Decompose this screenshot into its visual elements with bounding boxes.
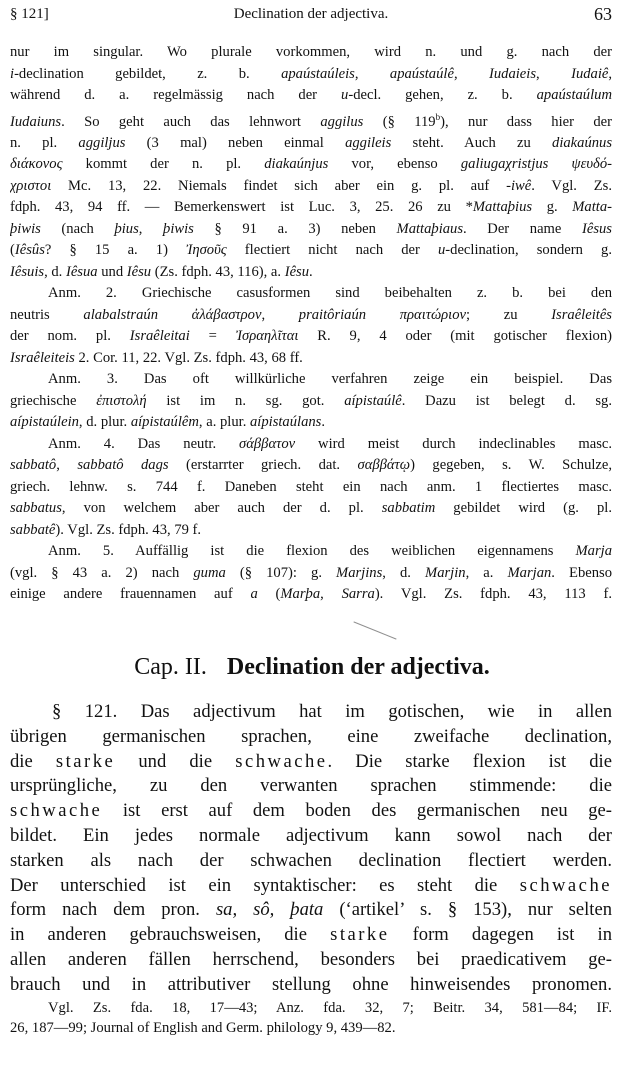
text-run: form dagegen ist in [389, 924, 612, 946]
text-run: , [453, 65, 489, 82]
text-line [10, 998, 612, 1018]
text-run: brauch und in attributiver stellung ohne hinweisendes pronomen. [10, 973, 612, 995]
text-run: übrigen germanischen sprachen, eine zweifache declination, [10, 725, 612, 747]
spaced-text: schwache [10, 800, 103, 822]
italic-text: guma [193, 564, 226, 581]
text-run: flectiert nicht nach der [226, 242, 438, 259]
text-run: die [10, 750, 56, 772]
text-run: 2. Cor. 11, 22. Vgl. Zs. fdph. 43, 68 ff. [74, 349, 303, 366]
text-line [10, 262, 612, 284]
italic-text: Israêleiteis [10, 349, 75, 366]
text-run: n. pl. [10, 134, 79, 151]
text-run: ( [257, 586, 281, 603]
text-run: steht. Auch zu [391, 134, 553, 151]
text-run: Anm. 4. Das neutr. [48, 435, 240, 452]
section-reference: § 121] [10, 6, 49, 22]
italic-text: aggilus [320, 113, 364, 130]
text-line [10, 824, 612, 849]
text-line [10, 283, 612, 305]
text-run: der nom. pl. [10, 328, 130, 345]
text-run: , d. [382, 564, 426, 581]
italic-text: i [10, 65, 15, 82]
italic-text: diakaúnus [552, 134, 612, 151]
text-run: . Der name [463, 220, 582, 237]
italic-text: praitôriaún πραιτώριον [298, 306, 467, 323]
text-run: ). Vgl. Zs. fdph. 43, 113 f. [374, 586, 612, 603]
italic-text: Matta- [572, 199, 612, 216]
italic-text: ἐπιστολή [96, 392, 147, 409]
text-run: Anm. 3. Das oft willkürliche verfahren zeige ein beispiel. Das [48, 371, 612, 388]
text-line [10, 107, 612, 133]
text-run: (Zs. fdph. 43, 116), a. [151, 263, 285, 280]
italic-text: Marjan [507, 564, 552, 581]
italic-text: aípistaúlê [344, 392, 402, 409]
text-run: -decl. gehen, z. b. [348, 87, 537, 103]
text-line [10, 412, 612, 434]
text-run: (§ 119 [363, 113, 436, 130]
italic-text: a [250, 586, 258, 603]
text-run: und [97, 263, 127, 280]
italic-text: Israêleitês [551, 306, 612, 323]
italic-text: Iudaiê [571, 65, 609, 82]
text-run: , d. plur. [78, 414, 131, 431]
italic-text: Iudaiuns [10, 113, 62, 130]
text-run: und die [115, 750, 236, 772]
italic-text: σάββατον [239, 435, 296, 452]
text-run: ) gegeben, s. W. Schulze, [410, 457, 612, 474]
italic-text: u [341, 87, 349, 103]
text-run: Anm. 5. Auffällig ist die flexion des weiblichen eigennamens [48, 543, 576, 560]
italic-text: u [437, 242, 446, 259]
italic-text: þius [114, 220, 139, 237]
text-run: Anm. 2. Griechische casusformen sind beibehalten z. b. bei den [48, 285, 612, 302]
text-line [10, 85, 612, 107]
italic-text: aípistaúlein [10, 414, 79, 431]
italic-text: Marjins [336, 564, 383, 581]
italic-text: sabbatê [10, 521, 56, 538]
text-line [10, 498, 612, 520]
text-run: ? § 15 a. 1) [44, 242, 187, 259]
text-run: , [354, 65, 390, 82]
spaced-text: starke [330, 924, 390, 946]
text-run: R. 9, 4 oder (mit gotischer flexion) [298, 328, 612, 345]
italic-text: Marþa [280, 586, 321, 603]
text-run: ). Vgl. Zs. fdph. 43, 79 f. [55, 521, 202, 538]
text-run: (nach [40, 220, 115, 237]
text-line [10, 176, 612, 198]
text-line [10, 700, 612, 725]
italic-text: Iêsu [284, 263, 310, 280]
italic-text: galiugaχristjus ψευδό- [460, 156, 612, 173]
italic-text: sabbatô [10, 457, 57, 474]
text-run: , [536, 65, 572, 82]
italic-text: Iêsus [581, 220, 612, 237]
text-run: Vgl. Zs. fda. 18, 17—43; Anz. fda. 32, 7; Beitr. 34, 581—84; IF. [48, 1000, 612, 1016]
italic-text: Sarra [341, 586, 375, 603]
text-run: = [189, 328, 236, 345]
ornament-stroke [353, 621, 396, 639]
text-run: . So geht auch das lehnwort [61, 113, 321, 130]
text-run: g. [532, 199, 573, 216]
text-run: fdph. 43, 94 ff. — Bemerkenswert ist Luc. 3, 25. 26 zu * [10, 199, 473, 216]
italic-text: apaústaúleis [281, 65, 355, 82]
italic-text: σαββάτῳ [357, 457, 411, 474]
text-line [10, 219, 612, 241]
italic-text: aggileis [345, 134, 392, 151]
spaced-text: schwache [519, 874, 612, 896]
text-run: neutris [10, 306, 84, 323]
page-number: 63 [594, 4, 612, 24]
italic-text: Ἰσραηλῖται [235, 328, 299, 345]
text-run: . Vgl. Zs. [531, 177, 612, 194]
text-run: § 121. Das adjectivum hat im gotischen, wie in allen [52, 701, 612, 722]
italic-text: þiwis [163, 220, 194, 237]
text-run: Der unterschied ist ein syntaktischer: es steht die [10, 874, 520, 896]
text-line [10, 898, 612, 923]
text-line [10, 799, 612, 824]
text-run: § 91 a. 3) neben [193, 220, 397, 237]
italic-text: Mattaþiaus [396, 220, 464, 237]
text-line [10, 455, 612, 477]
italic-text: Iudaieis [489, 65, 537, 82]
text-run: form nach dem pron. [10, 899, 216, 921]
paragraph-121 [10, 700, 612, 998]
italic-text: Marjin [425, 564, 466, 581]
italic-text: sa, sô, þata [215, 899, 324, 921]
text-run: . Dazu ist belegt d. sg. [401, 392, 612, 409]
text-line [10, 434, 612, 456]
text-run: ), nur dass hier der [440, 113, 612, 130]
text-run: griech. lehnw. s. 744 f. Daneben steht ein nach anm. 1 flectiertes masc. [10, 478, 612, 495]
text-line [10, 973, 612, 998]
text-run: vor, ebenso [328, 156, 461, 173]
text-line [10, 874, 612, 899]
text-line [10, 774, 612, 799]
text-line [10, 369, 612, 391]
text-run: kommt der n. pl. [62, 156, 265, 173]
italic-text: aggiljus [78, 134, 126, 151]
text-run: , von welchem aber auch der d. pl. [61, 500, 382, 517]
italic-text: þiwis [10, 220, 41, 237]
references [10, 998, 612, 1038]
text-line [10, 477, 612, 499]
text-run: gebildet wird (g. pl. [435, 500, 612, 517]
text-line [10, 305, 612, 327]
text-run: in anderen gebrauchsweisen, die [10, 924, 331, 946]
text-run: ist im n. sg. got. [146, 392, 345, 409]
italic-text: apaústaúlum [536, 87, 612, 103]
text-line [10, 520, 612, 542]
text-line [10, 563, 612, 585]
italic-text: Iêsu [126, 263, 152, 280]
italic-text: Iêsûs [14, 242, 45, 259]
text-run: , a. [465, 564, 508, 581]
text-line [10, 725, 612, 750]
text-run: griechische [10, 392, 97, 409]
text-run: ursprüngliche, zu den verwanten sprachen stimmende: die [10, 775, 612, 797]
text-run: Mc. 13, 22. Niemals findet sich aber ein g. pl. auf [51, 177, 507, 194]
text-line [10, 197, 612, 219]
italic-text: apaústaúlê [389, 65, 454, 82]
text-line [10, 849, 612, 874]
text-run: , [261, 306, 299, 323]
italic-text: Israêleitai [129, 328, 190, 345]
text-line [10, 64, 612, 86]
text-run: (§ 107): g. [225, 564, 337, 581]
chapter-heading [0, 654, 624, 681]
text-line [10, 391, 612, 413]
running-header [10, 4, 612, 26]
running-title: Declination der adjectiva. [233, 6, 389, 22]
italic-text: alabalstraún ἀλάβαστρον [83, 306, 262, 323]
text-run: . Ebenso [551, 564, 612, 581]
text-line [10, 42, 612, 64]
text-line [10, 240, 612, 262]
text-run: nur im singular. Wo plurale vorkommen, wird n. und g. nach der [10, 44, 612, 60]
italic-text: Iêsuis [10, 263, 45, 280]
italic-text: Mattaþius [472, 199, 533, 216]
text-run: . [309, 263, 313, 280]
text-run: ist erst auf dem boden des germanischen neu ge- [102, 800, 612, 822]
text-line [10, 584, 612, 606]
text-run: (‘artikel’ s. § 153), nur selten [323, 899, 612, 921]
spaced-text: schwache [235, 750, 328, 772]
notes-section [10, 42, 612, 606]
text-line [10, 326, 612, 348]
text-run: (erstarrter griech. dat. [168, 457, 358, 474]
text-run: , [320, 586, 342, 603]
text-line [10, 923, 612, 948]
italic-text: diakaúnjus [264, 156, 329, 173]
text-run: -declination gebildet, z. b. [14, 65, 282, 82]
italic-text: sabbatim [381, 500, 436, 517]
text-line [10, 750, 612, 775]
text-line [10, 348, 612, 370]
text-run: einige andere frauennamen auf [10, 586, 251, 603]
text-run: (3 mal) neben einmal [125, 134, 346, 151]
italic-text: sabbatus [10, 500, 62, 517]
text-run: . [321, 414, 326, 431]
chapter-title: Declination der adjectiva. [226, 654, 490, 680]
italic-text: Ἰησοῦς [186, 242, 227, 259]
spaced-text: starke [55, 750, 116, 772]
italic-text: χριστοι [10, 177, 52, 194]
text-run: , d. [44, 263, 66, 280]
text-run: ( [10, 242, 15, 259]
text-run: , [138, 220, 164, 237]
text-run: wird meist durch indeclinables masc. [295, 435, 612, 452]
text-run: 26, 187—99; Journal of English and Germ. philology 9, 439—82. [10, 1020, 396, 1036]
italic-text: aípistaúlêm [130, 414, 199, 431]
text-line [10, 133, 612, 155]
text-run: , a. plur. [198, 414, 250, 431]
chapter-number: Cap. II. [134, 654, 207, 680]
text-line [10, 1018, 612, 1038]
text-run: während d. a. regelmässig nach der [10, 87, 342, 103]
superscript: b [435, 111, 441, 122]
italic-text: διάκονος [10, 156, 63, 173]
text-run: . Die starke flexion ist die [327, 750, 612, 772]
italic-text: Marja [575, 543, 612, 560]
text-line [10, 154, 612, 176]
text-run: , [608, 65, 612, 82]
italic-text: Iêsua [65, 263, 98, 280]
text-run: allen anderen fällen herrschend, besonders bei praedicativem ge- [10, 948, 612, 970]
text-line [10, 541, 612, 563]
text-run: -declination, sondern g. [445, 242, 612, 259]
text-run: , [56, 457, 78, 474]
italic-text: aípistaúlans [250, 414, 322, 431]
text-run: bildet. Ein jedes normale adjectivum kann sowol nach der [10, 824, 612, 846]
text-run: (vgl. § 43 a. 2) nach [10, 564, 194, 581]
text-run: ; zu [466, 306, 552, 323]
text-run: starken als nach der schwachen declination flectiert werden. [10, 849, 612, 871]
italic-text: sabbatô dags [77, 457, 169, 474]
italic-text: -iwê [506, 177, 532, 194]
text-line [10, 948, 612, 973]
